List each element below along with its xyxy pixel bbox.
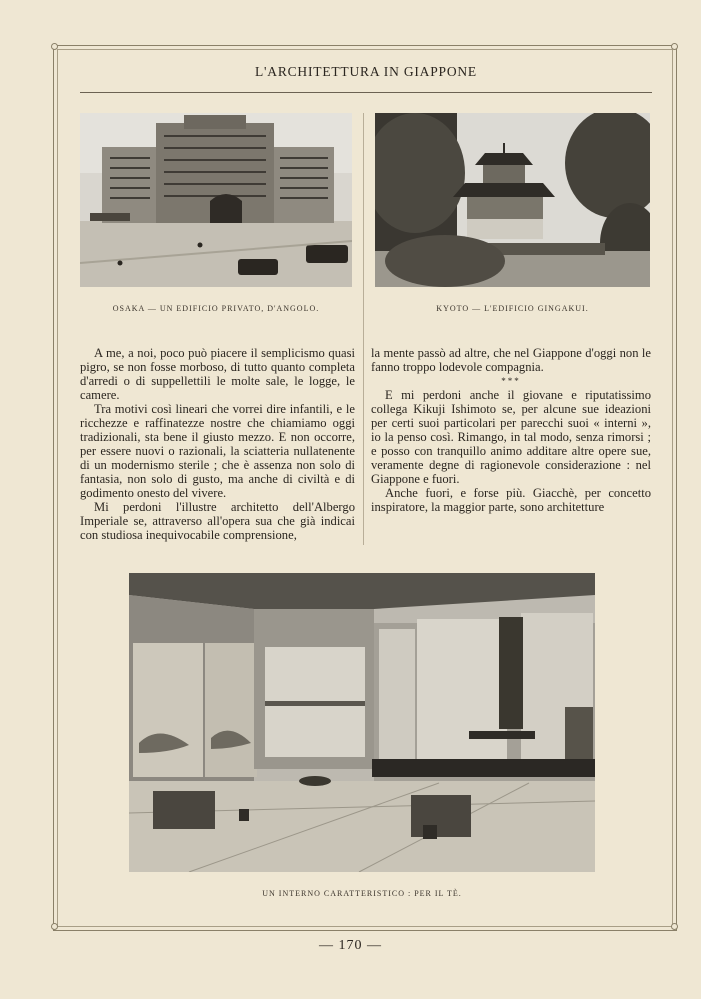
- kyoto-photo-caption: KYOTO — L'EDIFICIO GINGAKUI.: [436, 304, 589, 313]
- frame-corner-ornament: [51, 923, 58, 930]
- frame-corner-ornament: [671, 923, 678, 930]
- body-paragraph: Mi perdoni l'illustre architetto dell'Albergo Imperiale se, attraverso all'opera sua che già indicai con studiosa inequivocabile comprensione,: [80, 500, 355, 542]
- running-header: L'ARCHITETTURA IN GIAPPONE: [255, 64, 477, 79]
- right-text-column: [371, 346, 651, 514]
- body-paragraph: E mi perdoni anche il giovane e riputatissimo collega Kikuji Ishimoto se, per alcune sue ideazioni per certi suoi particolari per parecchi suoi « interni », io la penso così. Rimango, in tal modo, senza rimorsi ; e posso con tranquillo animo additare altre opere sue, veramente degne di ragionevole considerazione : nel Giappone e fuori.: [371, 388, 651, 486]
- body-paragraph-continuation: la mente passò ad altre, che nel Giappone d'oggi non le fanno troppo lodevole compagnia.: [371, 346, 651, 374]
- interior-photo-caption: UN INTERNO CARATTERISTICO : PER IL TÈ.: [262, 889, 462, 898]
- column-divider: [363, 113, 364, 545]
- body-paragraph: Tra motivi così lineari che vorrei dire infantili, e le ricchezze e raffinatezze nostre che chiamiamo oggi tradizionali, sta bene il giusto mezzo. E non occorre, per essere nuovi o razionali, la sciatteria nullatenente di un modernismo sterile ; che è assenza non solo di fantasia, non solo di gusto, ma anche di civiltà e di godimento onesto del vivere.: [80, 402, 355, 500]
- section-separator: ***: [501, 376, 521, 386]
- body-paragraph: Anche fuori, e forse più. Giacchè, per concetto inspiratore, la maggior parte, sono architetture: [371, 486, 651, 514]
- kyoto-ginkakuji-photo: [375, 113, 650, 287]
- frame-corner-ornament: [51, 43, 58, 50]
- osaka-building-photo: [80, 113, 352, 287]
- frame-corner-ornament: [671, 43, 678, 50]
- page-number: — 170 —: [319, 938, 382, 953]
- tea-room-interior-photo: [129, 573, 595, 872]
- body-paragraph: A me, a noi, poco può piacere il semplicismo quasi pigro, se non fosse morboso, di tutto quanto completa d'arredi o di suppellettili le molte sale, le logge, le camere.: [80, 346, 355, 402]
- left-text-column: [80, 346, 355, 542]
- osaka-photo-caption: OSAKA — UN EDIFICIO PRIVATO, D'ANGOLO.: [112, 304, 320, 313]
- header-rule: [80, 92, 652, 93]
